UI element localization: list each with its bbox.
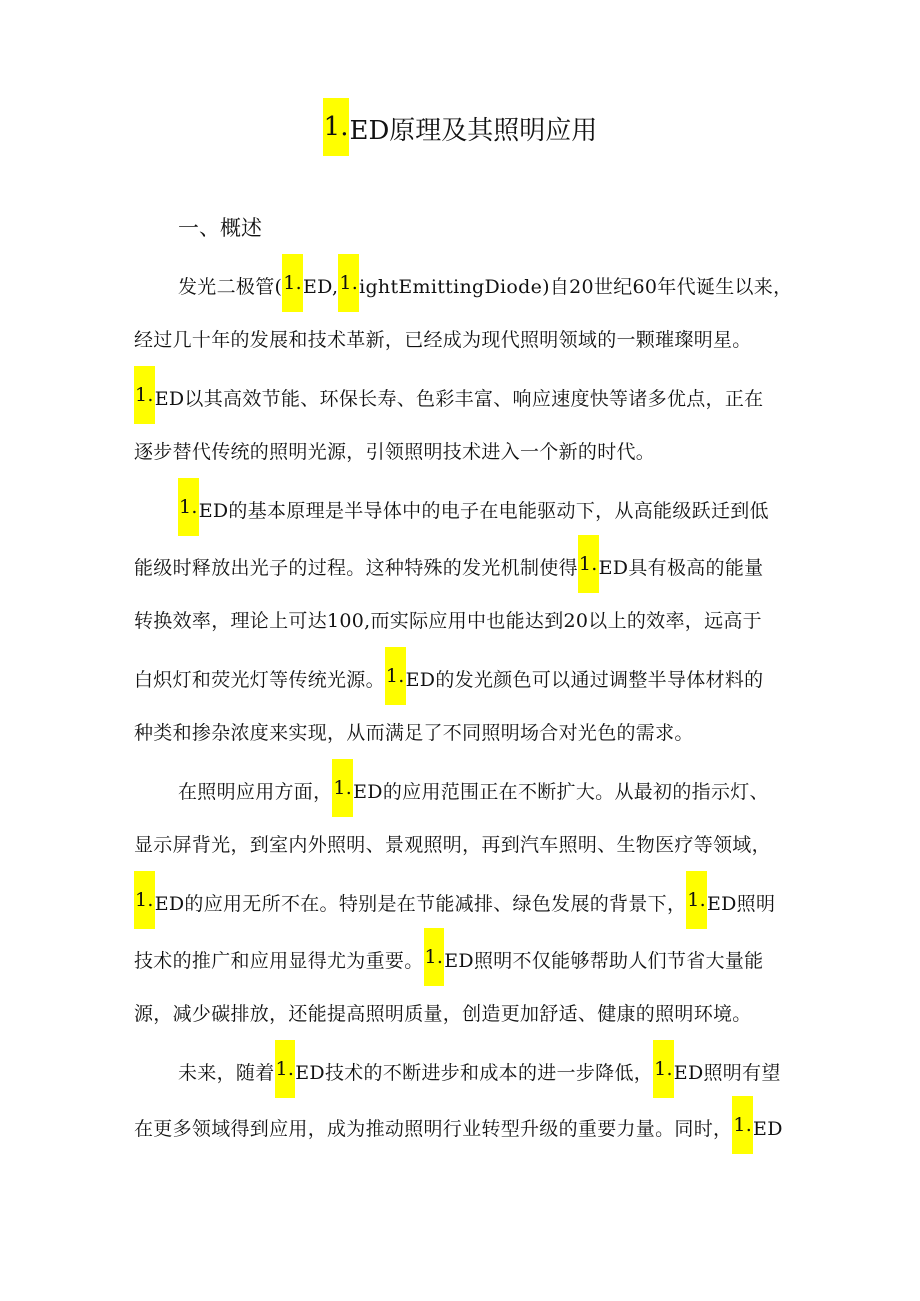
paragraph-text: ED: [753, 1118, 783, 1140]
paragraph-line: [134, 601, 794, 641]
paragraph-line: [134, 545, 794, 593]
paragraph-line: [134, 432, 794, 472]
paragraph-line: [134, 376, 794, 424]
paragraph-line: [178, 769, 838, 817]
paragraph-text: ED照明: [706, 893, 776, 915]
highlighted-text: 1.: [424, 928, 445, 986]
paragraph-text: 源，减少碳排放，还能提高照明质量，创造更加舒适、健康的照明环境。: [134, 1003, 752, 1025]
highlighted-text: 1.: [178, 478, 199, 536]
highlighted-text: 1.: [578, 535, 599, 593]
highlighted-text: 1.: [282, 254, 303, 312]
paragraph-text: ightEmittingDiode)自20世纪60年代诞生以来，: [359, 276, 793, 298]
paragraph-line: [134, 994, 794, 1034]
paragraph-text: ED照明不仅能够帮助人们节省大量能: [444, 950, 764, 972]
paragraph-text: 未来，随着: [178, 1062, 275, 1084]
highlighted-text: 1.: [332, 759, 353, 817]
paragraph-text: 转换效率，理论上可达100,而实际应用中也能达到20以上的效率，远高于: [134, 610, 762, 632]
paragraph-text: ED技术的不断进步和成本的进一步降低，: [295, 1062, 654, 1084]
paragraph-text: ED的基本原理是半导体中的电子在电能驱动下，从高能级跃迁到低: [198, 500, 769, 522]
paragraph-line: [178, 1050, 838, 1098]
highlighted-text: 1.: [732, 1096, 753, 1154]
paragraph-text: ED以其高效节能、环保长寿、色彩丰富、响应速度快等诸多优点，正在: [154, 388, 764, 410]
paragraph-text: 经过几十年的发展和技术革新，已经成为现代照明领域的一颗璀璨明星。: [134, 329, 752, 351]
highlighted-text: 1.: [275, 1040, 296, 1098]
paragraph-line: [178, 264, 838, 312]
paragraph-line: [134, 320, 794, 360]
paragraph-line: [134, 938, 794, 986]
paragraph-line: [134, 713, 794, 753]
paragraph-text: ED,: [302, 276, 339, 298]
title-text: ED原理及其照明应用: [349, 116, 598, 146]
paragraph-text: 种类和掺杂浓度来实现，从而满足了不同照明场合对光色的需求。: [134, 722, 694, 744]
paragraph-line: [134, 1106, 794, 1154]
highlighted-text: 1.: [338, 254, 359, 312]
paragraph-text: 在更多领域得到应用，成为推动照明行业转型升级的重要力量。同时，: [134, 1118, 733, 1140]
highlighted-text: 1.: [653, 1040, 674, 1098]
paragraph-line: [134, 825, 794, 865]
title-highlight: 1.: [323, 98, 350, 156]
document-title: [0, 108, 920, 156]
paragraph-text: ED的应用范围正在不断扩大。从最初的指示灯、: [353, 781, 769, 803]
paragraph-text: 显示屏背光，到室内外照明、景观照明，再到汽车照明、生物医疗等领域，: [134, 834, 771, 856]
paragraph-text: 在照明应用方面，: [178, 781, 333, 803]
paragraph-text: ED具有极高的能量: [598, 557, 764, 579]
paragraph-text: ED照明有望: [673, 1062, 781, 1084]
paragraph-text: 技术的推广和应用显得尤为重要。: [134, 950, 424, 972]
highlighted-text: 1.: [385, 647, 406, 705]
paragraph-text: 能级时释放出光子的过程。这种特殊的发光机制使得: [134, 557, 578, 579]
paragraph-text: ED的发光颜色可以通过调整半导体材料的: [405, 669, 764, 691]
highlighted-text: 1.: [134, 871, 155, 929]
highlighted-text: 1.: [686, 871, 707, 929]
highlighted-text: 1.: [134, 366, 155, 424]
paragraph-text: 发光二极管(: [178, 276, 283, 298]
paragraph-text: 白炽灯和荧光灯等传统光源。: [134, 669, 385, 691]
paragraph-line: [134, 657, 794, 705]
paragraph-line: [178, 488, 838, 536]
paragraph-line: [134, 881, 794, 929]
paragraph-text: ED的应用无所不在。特别是在节能减排、绿色发展的背景下，: [154, 893, 687, 915]
paragraph-text: 逐步替代传统的照明光源，引领照明技术进入一个新的时代。: [134, 441, 656, 463]
section-heading: 一、概述: [178, 216, 262, 240]
